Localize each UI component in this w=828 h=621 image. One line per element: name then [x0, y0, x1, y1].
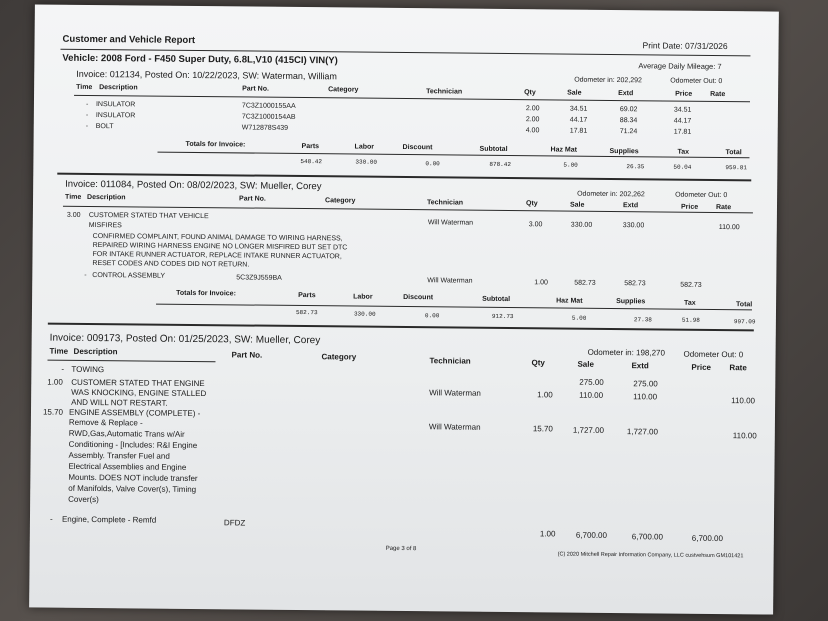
- line-time: -: [84, 271, 87, 279]
- col-extd: Extd: [622, 202, 639, 210]
- page-number: Page 3 of 8: [385, 545, 417, 553]
- totals-labor: 330.00: [353, 310, 376, 318]
- totals-discount-label: Discount: [403, 293, 434, 302]
- col-price: Price: [691, 362, 712, 372]
- totals-discount-label: Discount: [402, 143, 433, 152]
- line-time: -: [49, 514, 53, 524]
- tech-note: CONFIRMED COMPLAINT, FOUND ANIMAL DAMAGE TO WIRING HARNESS,: [92, 233, 343, 243]
- col-extd: Extd: [618, 90, 634, 98]
- line-sale: 275.00: [579, 377, 604, 387]
- tech-note: FOR INTAKE RUNNER ACTUATOR, REPLACE INTAKE RUNNER ACTUATOR,: [92, 251, 342, 261]
- invoice-header: Invoice: 012134, Posted On: 10/22/2023, SW: Waterman, William: [76, 68, 337, 82]
- totals-supplies: 26.35: [626, 163, 645, 171]
- line-sale: 110.00: [579, 390, 604, 400]
- totals-parts: 548.42: [300, 157, 323, 166]
- odometer-in: Odometer in: 202,262: [577, 190, 645, 199]
- line-description-continued: Remove & Replace -: [68, 417, 143, 428]
- col-technician: Technician: [426, 88, 463, 96]
- line-price: 17.81: [673, 128, 692, 136]
- report-title: Customer and Vehicle Report: [62, 33, 196, 46]
- col-description: Description: [73, 346, 118, 357]
- line-description-continued: Mounts. DOES NOT include transfer: [68, 472, 198, 484]
- line-description: Engine, Complete - Remfd: [61, 514, 157, 525]
- vehicle-title: Vehicle: 2008 Ford - F450 Super Duty, 6.8L,V10 (415CI) VIN(Y): [62, 52, 338, 67]
- col-category: Category: [328, 86, 359, 94]
- line-time: -: [61, 364, 65, 374]
- line-description-continued: RWD,Gas,Automatic Trans w/Air: [68, 428, 185, 439]
- line-qty: 15.70: [532, 424, 553, 434]
- line-technician: Will Waterman: [428, 422, 481, 432]
- col-description: Description: [99, 84, 138, 92]
- col-part-no: Part No.: [242, 85, 269, 93]
- line-sale: 6,700.00: [575, 530, 608, 540]
- line-sale: 330.00: [570, 221, 593, 229]
- totals-supplies: 27.38: [633, 316, 652, 324]
- totals-tax: 51.98: [681, 316, 700, 324]
- col-part-no: Part No.: [239, 195, 266, 203]
- line-part-no: 7C3Z1000155AA: [241, 102, 296, 110]
- col-time: Time: [49, 346, 69, 356]
- totals-subtotal: 878.42: [489, 160, 512, 169]
- totals-underline: [157, 152, 749, 159]
- line-qty: 1.00: [537, 390, 553, 400]
- line-description: CUSTOMER STATED THAT ENGINE: [71, 377, 205, 389]
- totals-total: 959.81: [725, 164, 748, 172]
- line-technician: Will Waterman: [429, 388, 481, 398]
- totals-total: 997.09: [733, 318, 756, 326]
- average-mileage: Average Daily Mileage: 7: [638, 61, 722, 72]
- line-qty: 2.00: [525, 116, 540, 124]
- col-part-no: Part No.: [231, 350, 263, 360]
- line-time: 15.70: [42, 407, 64, 417]
- col-rate: Rate: [729, 363, 747, 373]
- print-date: Print Date: 07/31/2026: [642, 40, 728, 52]
- line-description: CUSTOMER STATED THAT VEHICLE: [88, 211, 209, 221]
- totals-tax-label: Tax: [684, 299, 696, 307]
- line-sale: 44.17: [569, 116, 588, 124]
- line-description: ENGINE ASSEMBLY (COMPLETE) -: [68, 407, 201, 419]
- totals-subtotal: 912.73: [491, 312, 514, 321]
- line-time: -: [85, 122, 89, 130]
- totals-discount: 0.00: [424, 312, 440, 320]
- line-description-continued: AND WILL NOT RESTART.: [71, 397, 168, 408]
- line-technician: Will Waterman: [427, 277, 473, 285]
- totals-subtotal-label: Subtotal: [482, 295, 511, 304]
- line-sale: 582.73: [574, 279, 596, 287]
- line-qty: 1.00: [539, 529, 556, 539]
- line-sale: 34.51: [569, 105, 588, 113]
- line-extd: 110.00: [633, 392, 658, 402]
- line-description: INSULATOR: [95, 112, 136, 120]
- line-price: 34.51: [673, 106, 692, 114]
- line-extd: 6,700.00: [631, 532, 664, 542]
- line-technician: Will Waterman: [427, 219, 474, 227]
- col-sale: Sale: [577, 359, 594, 369]
- totals-tax: 50.04: [673, 163, 692, 171]
- col-category: Category: [325, 197, 356, 205]
- line-qty: 4.00: [525, 127, 540, 135]
- col-rate: Rate: [715, 203, 732, 212]
- line-extd: 1,727.00: [626, 427, 659, 437]
- col-price: Price: [675, 90, 693, 98]
- line-rate: 110.00: [731, 396, 756, 406]
- totals-total-label: Total: [725, 149, 742, 157]
- line-extd: 69.02: [619, 106, 638, 114]
- line-price: 44.17: [673, 117, 692, 125]
- line-qty: 3.00: [528, 221, 543, 229]
- totals-labor: 330.00: [355, 158, 378, 166]
- line-description-continued: Assembly. Transfer Fuel and: [68, 450, 170, 461]
- odometer-out: Odometer Out: 0: [675, 191, 728, 200]
- line-qty: 1.00: [534, 279, 548, 287]
- col-extd: Extd: [631, 361, 649, 371]
- col-technician: Technician: [426, 199, 464, 207]
- col-qty: Qty: [531, 358, 545, 368]
- line-price: 6,700.00: [691, 533, 723, 544]
- totals-label: Totals for Invoice:: [185, 140, 246, 149]
- totals-subtotal-label: Subtotal: [479, 145, 508, 153]
- totals-hazmat-label: Haz Mat: [550, 146, 578, 154]
- line-description-continued: Conditioning - [Includes: R&I Engine: [68, 439, 198, 451]
- col-category: Category: [321, 352, 357, 362]
- totals-supplies-label: Supplies: [616, 298, 646, 306]
- line-description: BOLT: [95, 123, 114, 131]
- line-description-continued: MISFIRES: [88, 221, 122, 230]
- totals-hazmat: 5.00: [571, 314, 587, 322]
- line-part-no: 7C3Z1000154AB: [241, 113, 296, 121]
- col-time: Time: [65, 193, 82, 201]
- line-time: 1.00: [47, 377, 63, 387]
- header-underline: [74, 95, 750, 102]
- line-price: 582.73: [680, 281, 702, 289]
- line-time: -: [85, 100, 89, 108]
- totals-discount: 0.00: [425, 160, 440, 168]
- col-qty: Qty: [524, 89, 536, 97]
- header-underline: [47, 360, 215, 363]
- totals-parts: 582.73: [295, 308, 318, 317]
- line-description-continued: Cover(s): [68, 494, 99, 505]
- invoice-header: Invoice: 011084, Posted On: 08/02/2023, SW: Mueller, Corey: [65, 178, 322, 193]
- totals-total-label: Total: [736, 301, 753, 309]
- line-extd: 71.24: [619, 128, 638, 136]
- col-technician: Technician: [429, 356, 471, 366]
- odometer-out: Odometer Out: 0: [683, 349, 744, 360]
- totals-labor-label: Labor: [354, 143, 375, 151]
- line-time: -: [85, 111, 89, 119]
- col-price: Price: [680, 203, 699, 211]
- line-sale: 1,727.00: [572, 425, 605, 435]
- line-part-no: W712878S439: [241, 124, 289, 132]
- totals-underline: [156, 304, 752, 311]
- line-extd: 582.73: [624, 280, 646, 288]
- odometer-out: Odometer Out: 0: [670, 77, 723, 86]
- line-description-continued: Electrical Assemblies and Engine: [68, 461, 187, 472]
- totals-hazmat-label: Haz Mat: [556, 297, 583, 305]
- odometer-in: Odometer in: 198,270: [587, 347, 666, 358]
- col-qty: Qty: [525, 200, 538, 208]
- copyright: (C) 2020 Mitchell Repair Information Company, LLC custvehsum GM101421: [557, 551, 744, 560]
- line-qty: 2.00: [525, 105, 540, 113]
- line-rate: 110.00: [718, 224, 740, 232]
- totals-supplies-label: Supplies: [609, 147, 639, 156]
- tech-note: REPAIRED WIRING HARNESS ENGINE NO LONGER MISFIRED BUT SET DTC: [92, 242, 348, 252]
- line-description-continued: WAS KNOCKING, ENGINE STALLED: [71, 387, 207, 399]
- totals-tax-label: Tax: [677, 148, 690, 156]
- totals-labor-label: Labor: [353, 293, 373, 301]
- line-part-no: DFDZ: [223, 518, 246, 528]
- col-rate: Rate: [710, 90, 726, 99]
- totals-parts-label: Parts: [301, 143, 320, 151]
- col-sale: Sale: [567, 89, 582, 97]
- report-page: [29, 4, 779, 614]
- line-extd: 330.00: [622, 222, 645, 230]
- odometer-in: Odometer in: 202,292: [574, 76, 642, 85]
- totals-hazmat: 5.00: [563, 161, 578, 169]
- col-sale: Sale: [569, 201, 585, 209]
- tech-note: RESET CODES AND CODES DID NOT RETURN.: [92, 260, 250, 269]
- line-time: 3.00: [66, 211, 81, 219]
- line-description: CONTROL ASSEMBLY: [92, 272, 166, 280]
- line-extd: 275.00: [633, 379, 658, 389]
- line-sale: 17.81: [569, 127, 588, 135]
- line-description-continued: of Manifolds, Valve Cover(s), Timing: [68, 483, 197, 495]
- col-description: Description: [87, 193, 126, 202]
- line-description: TOWING: [71, 364, 105, 375]
- totals-parts-label: Parts: [298, 291, 316, 300]
- invoice-header: Invoice: 009173, Posted On: 01/25/2023, SW: Mueller, Corey: [49, 332, 321, 347]
- line-extd: 88.34: [619, 117, 638, 125]
- line-part-no: 5C3Z9J559BA: [236, 274, 282, 282]
- line-rate: 110.00: [732, 431, 757, 441]
- line-description: INSULATOR: [95, 101, 136, 109]
- col-time: Time: [76, 83, 93, 91]
- totals-label: Totals for Invoice:: [176, 289, 236, 298]
